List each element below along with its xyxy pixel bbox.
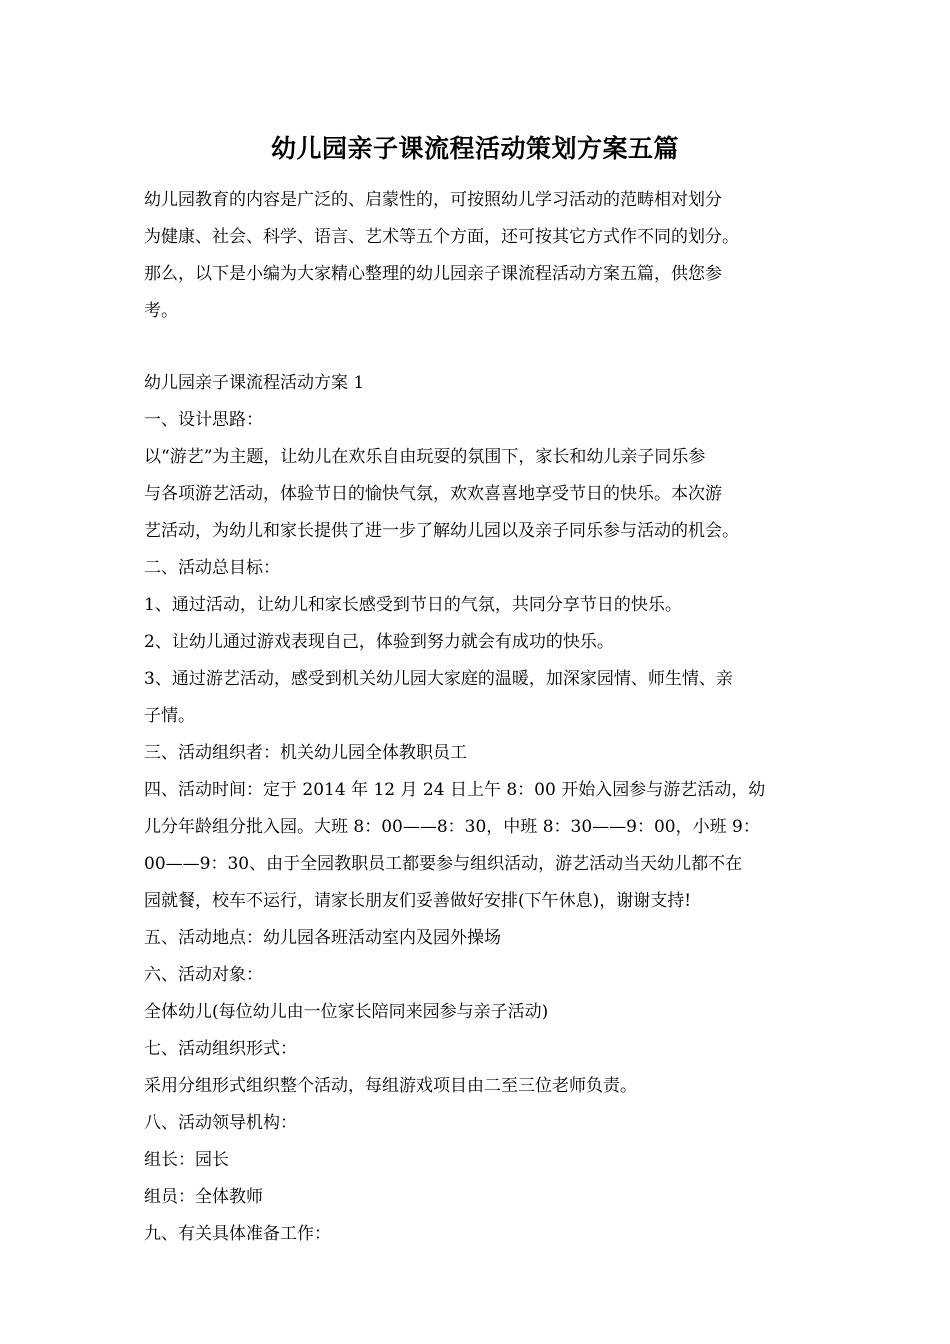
body-line: 五、活动地点：幼儿园各班活动室内及园外操场 [144, 928, 501, 948]
document-title: 幼儿园亲子课流程活动策划方案五篇 [270, 134, 679, 163]
body-line: 三、活动组织者：机关幼儿园全体教职员工 [144, 743, 467, 763]
body-line: 以“游艺”为主题，让幼儿在欢乐自由玩耍的氛围下，家长和幼儿亲子同乐参 [144, 447, 706, 467]
intro-line: 那么，以下是小编为大家精心整理的幼儿园亲子课流程活动方案五篇，供您参 [144, 264, 722, 284]
intro-paragraph [144, 182, 824, 330]
intro-line: 为健康、社会、科学、语言、艺术等五个方面，还可按其它方式作不同的划分。 [144, 227, 739, 247]
body-line: 园就餐，校车不运行，请家长朋友们妥善做好安排(下午休息)，谢谢支持! [144, 891, 692, 911]
body-line: 与各项游艺活动，体验节日的愉快气氛，欢欢喜喜地享受节日的快乐。本次游 [144, 484, 722, 504]
body-line: 艺活动，为幼儿和家长提供了进一步了解幼儿园以及亲子同乐参与活动的机会。 [144, 521, 739, 541]
body-line: 00——9：30、由于全园教职员工都要参与组织活动，游艺活动当天幼儿都不在 [144, 854, 743, 874]
body-line: 全体幼儿(每位幼儿由一位家长陪同来园参与亲子活动) [144, 1002, 549, 1022]
body-line: 二、活动总目标： [144, 558, 280, 578]
body-line: 一、设计思路： [144, 410, 263, 430]
section-heading: 幼儿园亲子课流程活动方案 1 [144, 373, 365, 393]
body-line: 子情。 [144, 706, 195, 726]
intro-line: 考。 [144, 301, 178, 321]
body-line: 组员：全体教师 [144, 1187, 263, 1207]
intro-line: 幼儿园教育的内容是广泛的、启蒙性的，可按照幼儿学习活动的范畴相对划分 [144, 190, 722, 210]
body-line: 七、活动组织形式： [144, 1039, 297, 1059]
body-line: 六、活动对象： [144, 965, 263, 985]
section-body [144, 365, 824, 1253]
body-line: 九、有关具体准备工作： [144, 1224, 331, 1244]
body-line: 组长：园长 [144, 1150, 229, 1170]
body-line: 八、活动领导机构： [144, 1113, 297, 1133]
body-line: 采用分组形式组织整个活动，每组游戏项目由二至三位老师负责。 [144, 1076, 637, 1096]
body-line: 3、通过游艺活动，感受到机关幼儿园大家庭的温暖，加深家园情、师生情、亲 [144, 669, 733, 689]
body-line: 儿分年龄组分批入园。大班 8：00——8：30，中班 8：30——9：00，小班 9： [144, 817, 760, 837]
body-line: 四、活动时间：定于 2014 年 12 月 24 日上午 8：00 开始入园参与游艺活动，幼 [144, 780, 766, 800]
body-line: 1、通过活动，让幼儿和家长感受到节日的气氛，共同分享节日的快乐。 [144, 595, 682, 615]
body-line: 2、让幼儿通过游戏表现自己，体验到努力就会有成功的快乐。 [144, 632, 614, 652]
